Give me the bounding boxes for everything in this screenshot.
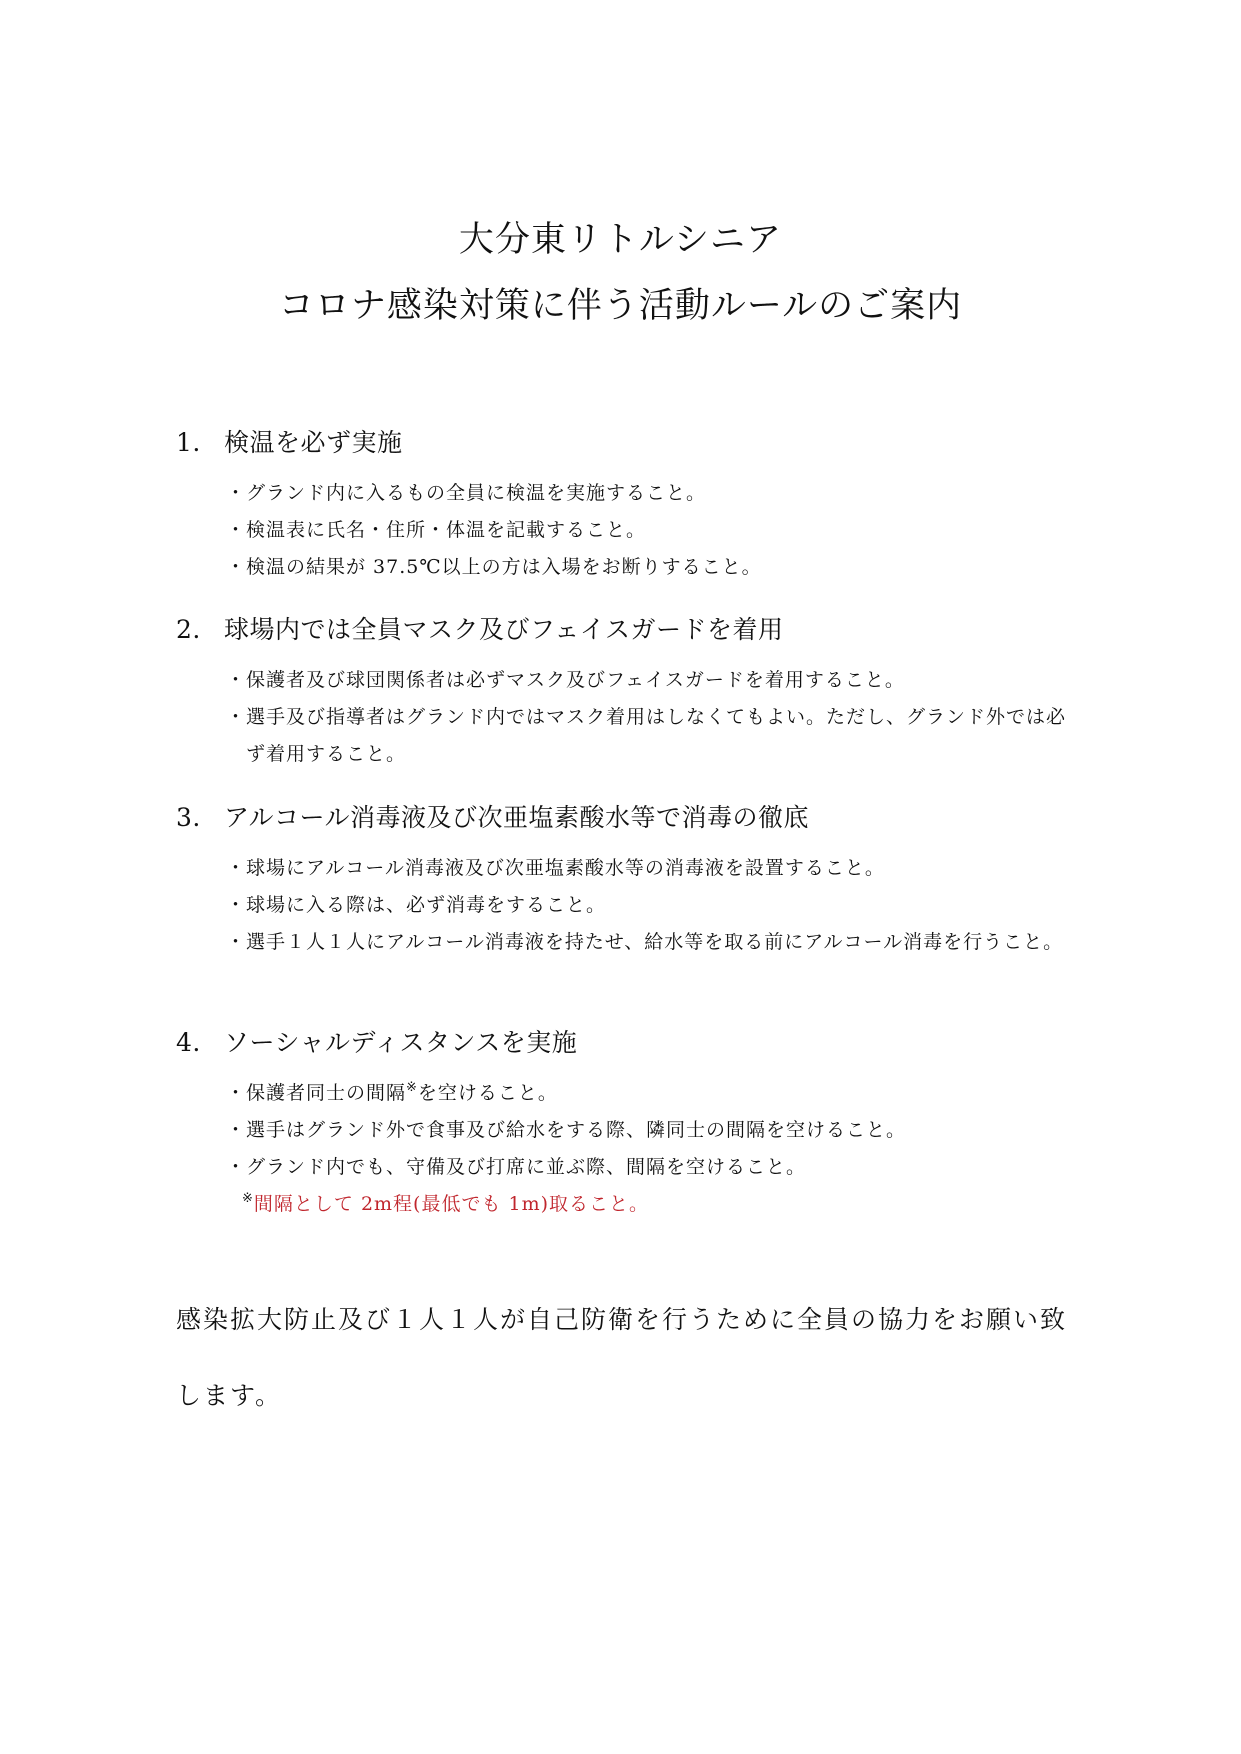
section-heading <box>176 427 1076 459</box>
note-reference-mark: ※ <box>406 1080 418 1095</box>
section-number: 1. <box>176 428 201 457</box>
list-item: ・ 球場にアルコール消毒液及び次亜塩素酸水等の消毒液を設置すること。 <box>226 850 1076 887</box>
list-item: ・ 選手はグランド外で食事及び給水をする際、隣同士の間隔を空けること。 <box>226 1112 1076 1149</box>
title-block <box>0 218 1241 350</box>
list-item: ・ 保護者及び球団関係者は必ずマスク及びフェイスガードを着用すること。 <box>226 662 1076 699</box>
distance-note <box>176 1186 1076 1223</box>
bullet: ・ <box>226 1156 247 1178</box>
bullet: ・ <box>226 931 247 953</box>
section-title: 球場内では全員マスク及びフェイスガードを着用 <box>224 615 784 644</box>
bullet: ・ <box>226 857 247 879</box>
bullet: ・ <box>226 1082 247 1104</box>
section-title: 検温を必ず実施 <box>224 428 403 457</box>
list-item: ・ グランド内でも、守備及び打席に並ぶ際、間隔を空けること。 <box>226 1149 1076 1186</box>
section-items <box>176 475 1076 586</box>
section-title: アルコール消毒液及び次亜塩素酸水等で消毒の徹底 <box>224 803 810 832</box>
list-item: ・ 球場に入る際は、必ず消毒をすること。 <box>226 887 1076 924</box>
section-items <box>176 850 1076 961</box>
list-item: ・ 検温表に氏名・住所・体温を記載すること。 <box>226 512 1076 549</box>
bullet: ・ <box>226 519 247 541</box>
section-items <box>176 1075 1076 1186</box>
bullet: ・ <box>226 894 247 916</box>
section-mask <box>176 614 1076 773</box>
list-item: ・ 選手１人１人にアルコール消毒液を持たせ、給水等を取る前にアルコール消毒を行うこと。 <box>226 924 1076 961</box>
note-text: 間隔として 2m程(最低でも 1m)取ること。 <box>253 1193 650 1215</box>
section-social-distance <box>176 1027 1076 1223</box>
section-items <box>176 662 1076 773</box>
list-item: ・ 選手及び指導者はグランド内ではマスク着用はしなくてもよい。ただし、グランド外では必ず着用すること。 <box>226 699 1076 773</box>
section-number: 2. <box>176 615 201 644</box>
section-disinfection <box>176 802 1076 961</box>
list-item: ・ グランド内に入るもの全員に検温を実施すること。 <box>226 475 1076 512</box>
section-number: 4. <box>176 1028 201 1057</box>
closing-message: 感染拡大防止及び１人１人が自己防衛を行うために全員の協力をお願い致します。 <box>176 1305 1068 1410</box>
title-subject: コロナ感染対策に伴う活動ルールのご案内 <box>278 286 963 326</box>
list-item: ・ 保護者同士の間隔※を空けること。 <box>226 1075 1076 1112</box>
bullet: ・ <box>226 669 247 691</box>
bullet: ・ <box>226 706 247 728</box>
section-heading <box>176 614 1076 646</box>
section-title: ソーシャルディスタンスを実施 <box>224 1028 578 1057</box>
section-heading <box>176 1027 1076 1059</box>
section-number: 3. <box>176 803 201 832</box>
bullet: ・ <box>226 482 247 504</box>
note-mark: ※ <box>242 1191 254 1206</box>
list-item: ・ 検温の結果が 37.5℃以上の方は入場をお断りすること。 <box>226 549 1076 586</box>
title-team-name: 大分東リトルシニア <box>458 220 783 260</box>
bullet: ・ <box>226 556 247 578</box>
section-heading <box>176 802 1076 834</box>
section-temperature-check <box>176 427 1076 586</box>
bullet: ・ <box>226 1119 247 1141</box>
